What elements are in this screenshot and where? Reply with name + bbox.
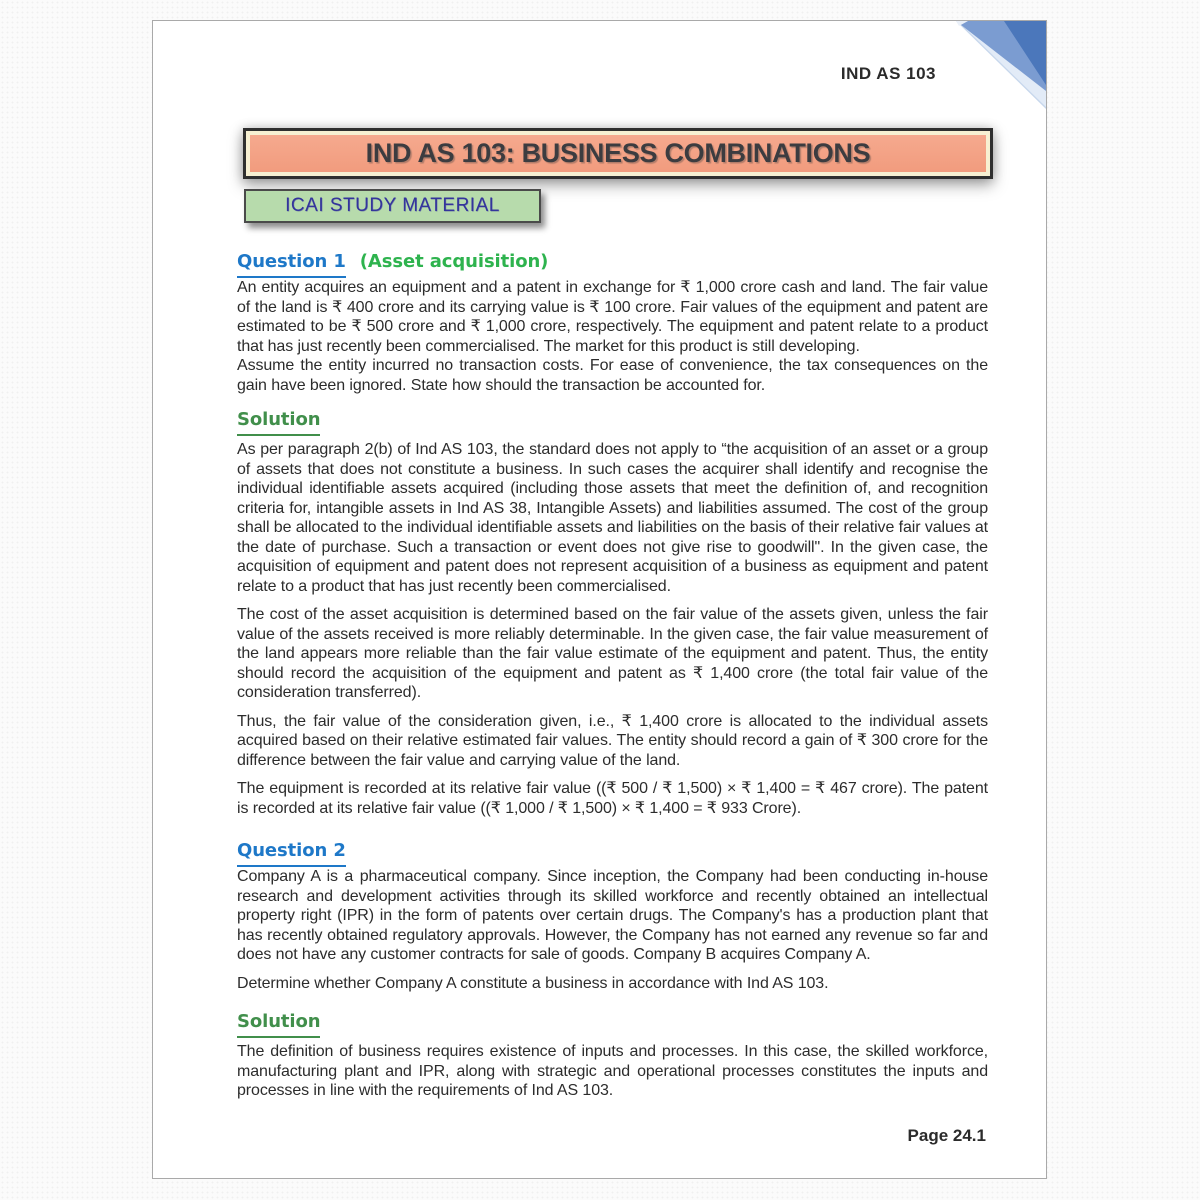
solution-1-paragraph: The cost of the asset acquisition is determined based on the fair value of the assets given, unless the fair value of the assets received is more reliably determinable. In the given case, the fair value measurement of the land appears more reliable than the fair value estimate of the equipment and patent. Thus, the entity should record the acquisition of the equipment and patent as ₹ 1,400 crore (the total fair value of the consideration transferred). [237,606,988,701]
solution-1-paragraph: Thus, the fair value of the consideration given, i.e., ₹ 1,400 crore is allocated to the individual assets acquired based on their relative estimated fair values. The entity should record a gain of ₹ 300 crore for the difference between the fair value and carrying value of the land. [237,712,988,769]
question-2-paragraph: Company A is a pharmaceutical company. Since inception, the Company had been conducting in-house research and development activities through its skilled workforce and recently obtained an intellectual property right (IPR) in the form of patents over certain drugs. The Company's has a production plant that has recently obtained regulatory approvals. However, the Company has not earned any revenue so far and does not have any customer contracts for sale of goods. Company B acquires Company A. [237,868,988,963]
question-1-note: (Asset acquisition) [359,251,549,272]
solution-1-paragraph: The equipment is recorded at its relative fair value ((₹ 500 / ₹ 1,500) × ₹ 1,400 = ₹ 467 crore). The patent is recorded at its relative fair value ((₹ 1,000 / ₹ 1,500) × ₹ 1,400 = ₹ 933 Crore). [237,780,988,817]
subtitle-banner [244,189,541,223]
question-2-paragraph: Determine whether Company A constitute a business in accordance with Ind AS 103. [237,974,829,992]
subtitle-label: ICAI STUDY MATERIAL [285,195,500,216]
document-page [152,20,1047,1179]
question-2-label: Question 2 [237,838,346,867]
question-2-heading [237,838,988,867]
solution-1-label: Solution [237,407,320,436]
question-1-heading [237,249,988,278]
corner-decoration-icon [956,21,1046,129]
solution-1-heading [237,407,988,436]
page-header-label: IND AS 103 [840,64,936,83]
document-body [237,249,988,1101]
page-number: Page 24.1 [907,1126,986,1145]
solution-2-label: Solution [237,1009,320,1038]
solution-2-paragraph: The definition of business requires existence of inputs and processes. In this case, the skilled workforce, manufacturing plant and IPR, along with strategic and operational processes constitutes the inputs and processes in line with the requirements of Ind AS 103. [237,1043,988,1099]
question-1-paragraph: Assume the entity incurred no transaction costs. For ease of convenience, the tax consequences on the gain have been ignored. State how should the transaction be accounted for. [237,357,988,394]
solution-1-paragraph: As per paragraph 2(b) of Ind AS 103, the standard does not apply to “the acquisition of an asset or a group of assets that does not constitute a business. In such cases the acquirer shall identify and recognise the individual identifiable assets acquired (including those assets that meet the definition of, and recognition criteria for, intangible assets in Ind AS 38, Intangible Assets) and liabilities assumed. The cost of the group shall be allocated to the individual identifiable assets and liabilities on the basis of their relative fair values at the date of purchase. Such a transaction or event does not give rise to goodwill". In the given case, the acquisition of equipment and patent does not represent acquisition of a business as equipment and patent relate to a product that has just recently been commercialised. [237,441,988,595]
question-1-label: Question 1 [237,249,346,278]
page-title: IND AS 103: BUSINESS COMBINATIONS [365,138,871,168]
question-1-paragraph: An entity acquires an equipment and a patent in exchange for ₹ 1,000 crore cash and land. The fair value of the land is ₹ 400 crore and its carrying value is ₹ 100 crore. Fair values of the equipment and patent are estimated to be ₹ 500 crore and ₹ 1,000 crore, respectively. The equipment and patent relate to a product that has just recently been commercialised. The market for this product is still developing. [237,279,988,355]
solution-2-heading [237,1009,988,1038]
title-banner [243,128,993,179]
